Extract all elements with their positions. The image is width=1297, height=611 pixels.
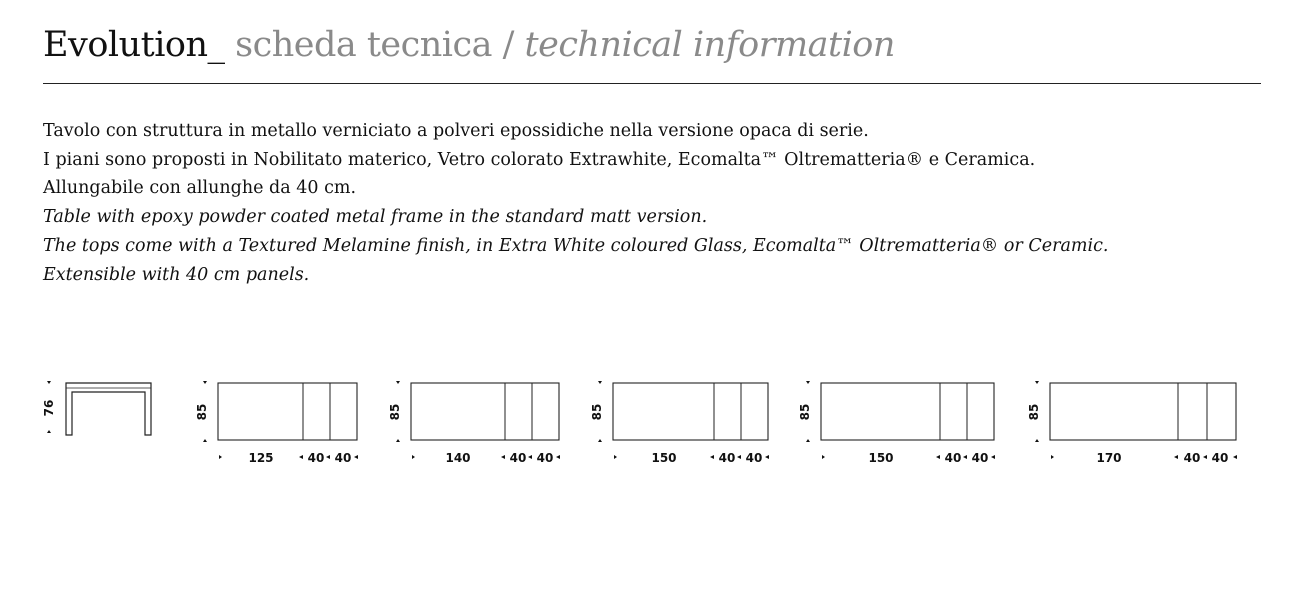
ext1-arrow-left [936, 455, 940, 459]
ext2-arrow-left [963, 455, 967, 459]
extension-2-label: 40 [971, 451, 989, 465]
depth-arrow-bottom [1035, 439, 1039, 442]
length-arrow-start [614, 455, 617, 459]
drawings-canvas [0, 370, 1297, 480]
depth-arrow-bottom [598, 439, 602, 442]
subtitle-italian: scheda tecnica [235, 25, 492, 65]
length-arrow-start [219, 455, 222, 459]
top-view-150-b [798, 381, 995, 465]
extension-1-label: 40 [944, 451, 962, 465]
ext1-arrow-left [710, 455, 714, 459]
depth-label: 85 [798, 403, 812, 421]
top-view-150-a [590, 381, 769, 465]
ext1-arrow-left [299, 455, 303, 459]
length-label: 125 [248, 451, 274, 465]
length-arrow-end [765, 455, 769, 459]
description-line-en-1: Table with epoxy powder coated metal frame in the standard matt version. [43, 207, 708, 228]
description-line-en-2: The tops come with a Textured Melamine finish, in Extra White coloured Glass, Ecomalta™ Oltrematteria® or Ceramic. [43, 235, 1109, 256]
length-label: 140 [445, 451, 471, 465]
extension-1-label: 40 [718, 451, 736, 465]
ext2-arrow-left [528, 455, 532, 459]
length-arrow-start [822, 455, 825, 459]
extension-2-label: 40 [745, 451, 763, 465]
extension-2-label: 40 [1211, 451, 1229, 465]
table-top-outline [218, 383, 357, 440]
ext2-arrow-left [737, 455, 741, 459]
depth-label: 85 [590, 403, 604, 421]
length-arrow-end [354, 455, 358, 459]
side-view-drawing [42, 381, 151, 435]
depth-arrow-bottom [806, 439, 810, 442]
ext1-arrow-left [1174, 455, 1178, 459]
ext1-arrow-left [501, 455, 505, 459]
technical-drawings [0, 370, 1297, 480]
length-arrow-end [556, 455, 560, 459]
top-view-140 [388, 381, 560, 465]
table-top-outline [1050, 383, 1236, 440]
depth-arrow-top [396, 381, 400, 384]
extension-1-label: 40 [509, 451, 527, 465]
table-top-outline [411, 383, 559, 440]
top-view-170 [1027, 381, 1237, 465]
header-divider [43, 83, 1261, 84]
depth-arrow-top [806, 381, 810, 384]
ext2-arrow-left [1203, 455, 1207, 459]
depth-arrow-bottom [203, 439, 207, 442]
top-view-125 [195, 381, 358, 465]
height-arrow-top [47, 381, 51, 384]
description-block [43, 117, 1243, 289]
depth-label: 85 [388, 403, 402, 421]
extension-2-label: 40 [536, 451, 554, 465]
length-label: 170 [1096, 451, 1122, 465]
table-top-outline [613, 383, 768, 440]
length-label: 150 [651, 451, 677, 465]
length-arrow-start [412, 455, 415, 459]
ext2-arrow-left [326, 455, 330, 459]
depth-arrow-bottom [396, 439, 400, 442]
description-line-it-3: Allungabile con allunghe da 40 cm. [43, 178, 357, 199]
page-header [43, 22, 895, 68]
table-top-outline [821, 383, 994, 440]
description-line-it-1: Tavolo con struttura in metallo verniciato a polveri epossidiche nella versione opaca di serie. [43, 121, 869, 141]
depth-arrow-top [203, 381, 207, 384]
length-arrow-end [991, 455, 995, 459]
table-side-outline [66, 383, 151, 435]
subtitle-english: technical information [524, 25, 895, 65]
depth-arrow-top [598, 381, 602, 384]
length-arrow-end [1233, 455, 1237, 459]
depth-arrow-top [1035, 381, 1039, 384]
height-arrow-bottom [47, 430, 51, 433]
description-line-en-3: Extensible with 40 cm panels. [43, 264, 310, 285]
extension-1-label: 40 [1183, 451, 1201, 465]
product-name: Evolution_ [43, 25, 225, 65]
title-separator: / [502, 25, 514, 65]
height-label: 76 [42, 399, 56, 417]
depth-label: 85 [195, 403, 209, 421]
length-arrow-start [1051, 455, 1054, 459]
depth-label: 85 [1027, 403, 1041, 421]
extension-1-label: 40 [307, 451, 325, 465]
extension-2-label: 40 [334, 451, 352, 465]
length-label: 150 [868, 451, 894, 465]
description-line-it-2: I piani sono proposti in Nobilitato materico, Vetro colorato Extrawhite, Ecomalta™ Oltrematteria® e Ceramica. [43, 149, 1036, 170]
